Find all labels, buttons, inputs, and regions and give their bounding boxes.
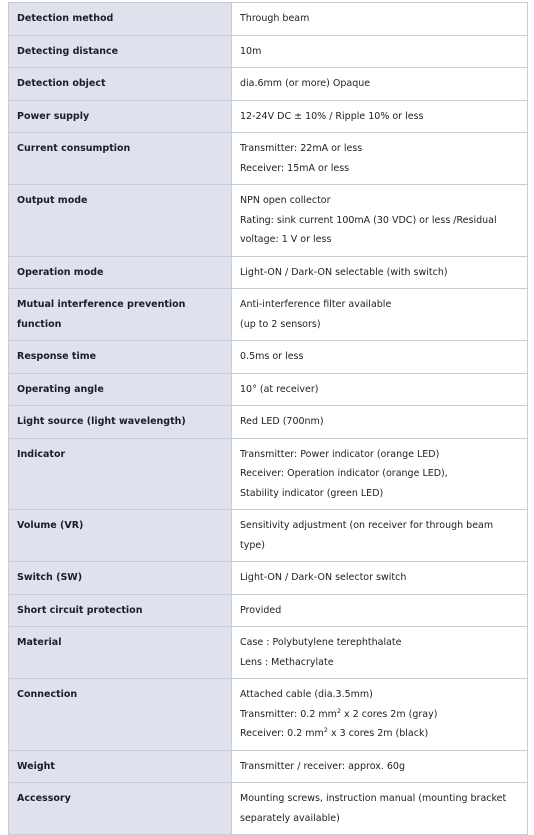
row-label: Material xyxy=(9,627,232,679)
row-label: Mutual interference prevention function xyxy=(9,289,232,341)
row-value xyxy=(232,256,528,289)
table-row xyxy=(9,256,528,289)
row-value xyxy=(232,35,528,68)
row-value xyxy=(232,373,528,406)
table-row xyxy=(9,35,528,68)
row-value xyxy=(232,438,528,510)
row-value xyxy=(232,750,528,783)
table-row xyxy=(9,100,528,133)
row-label: Output mode xyxy=(9,185,232,257)
row-value xyxy=(232,783,528,835)
row-label: Weight xyxy=(9,750,232,783)
value-line: NPN open collector xyxy=(240,195,331,206)
table-row xyxy=(9,562,528,595)
value-text: Receiver: 0.2 mm xyxy=(240,728,324,739)
row-value xyxy=(232,289,528,341)
row-label: Operating angle xyxy=(9,373,232,406)
table-row xyxy=(9,438,528,510)
value-line: 12-24V DC ± 10% / Ripple 10% or less xyxy=(240,110,424,122)
row-label: Connection xyxy=(9,679,232,751)
row-value xyxy=(232,3,528,36)
value-line: Case : Polybutylene terephthalate xyxy=(240,637,402,648)
value-line: Mounting screws, instruction manual (mounting bracket separately available) xyxy=(240,793,507,824)
row-label: Operation mode xyxy=(9,256,232,289)
value-line: Transmitter: Power indicator (orange LED) xyxy=(240,448,440,460)
table-row xyxy=(9,289,528,341)
value-line: Receiver: 15mA or less xyxy=(240,162,350,174)
table-row xyxy=(9,783,528,835)
row-label: Switch (SW) xyxy=(9,562,232,595)
row-value xyxy=(232,185,528,257)
value-text: x 2 cores 2m (gray) xyxy=(341,708,438,720)
value-line: 10m xyxy=(240,45,262,57)
row-value xyxy=(232,594,528,627)
value-line: dia.6mm (or more) Opaque xyxy=(240,78,371,89)
row-label: Current consumption xyxy=(9,133,232,185)
table-row xyxy=(9,510,528,562)
value-line: Light-ON / Dark-ON selectable (with switch) xyxy=(240,266,448,278)
row-value xyxy=(232,562,528,595)
value-line: Red LED (700nm) xyxy=(240,416,324,427)
value-line: (up to 2 sensors) xyxy=(240,318,321,330)
value-line: Provided xyxy=(240,604,282,616)
row-label: Accessory xyxy=(9,783,232,835)
table-row xyxy=(9,341,528,374)
value-line xyxy=(240,724,519,744)
table-row xyxy=(9,750,528,783)
row-label: Detection method xyxy=(9,3,232,36)
spec-table xyxy=(8,2,528,835)
row-label: Light source (light wavelength) xyxy=(9,406,232,439)
row-value xyxy=(232,627,528,679)
value-line: Stability indicator (green LED) xyxy=(240,487,384,499)
row-label: Short circuit protection xyxy=(9,594,232,627)
value-line: Receiver: Operation indicator (orange LED), xyxy=(240,468,448,479)
value-text: x 3 cores 2m (black) xyxy=(327,728,429,739)
value-line: 10° (at receiver) xyxy=(240,383,319,395)
row-label: Volume (VR) xyxy=(9,510,232,562)
value-line: Through beam xyxy=(240,13,310,24)
row-value xyxy=(232,68,528,101)
row-label: Indicator xyxy=(9,438,232,510)
row-label: Power supply xyxy=(9,100,232,133)
value-line: Rating: sink current 100mA (30 VDC) or less /Residual voltage: 1 V or less xyxy=(240,214,497,245)
value-line: Sensitivity adjustment (on receiver for through beam type) xyxy=(240,520,494,551)
table-row xyxy=(9,3,528,36)
table-row xyxy=(9,185,528,257)
value-line: Anti-interference filter available xyxy=(240,299,392,310)
table-row xyxy=(9,627,528,679)
table-row xyxy=(9,679,528,751)
table-row xyxy=(9,406,528,439)
value-line: Lens : Methacrylate xyxy=(240,656,334,668)
row-value xyxy=(232,679,528,751)
row-label: Detection object xyxy=(9,68,232,101)
superscript: 2 xyxy=(336,706,342,715)
row-value xyxy=(232,406,528,439)
value-line: 0.5ms or less xyxy=(240,351,304,362)
spec-table-body xyxy=(9,3,528,835)
row-label: Detecting distance xyxy=(9,35,232,68)
value-line: Transmitter: 22mA or less xyxy=(240,143,363,154)
superscript: 2 xyxy=(323,725,328,734)
value-text: Transmitter: 0.2 mm xyxy=(240,708,337,720)
value-line: Attached cable (dia.3.5mm) xyxy=(240,689,373,700)
spec-table-container xyxy=(8,2,528,835)
value-line: Light-ON / Dark-ON selector switch xyxy=(240,572,407,583)
row-value xyxy=(232,100,528,133)
row-value xyxy=(232,510,528,562)
table-row xyxy=(9,133,528,185)
value-line: Transmitter / receiver: approx. 60g xyxy=(240,760,405,772)
row-label: Response time xyxy=(9,341,232,374)
table-row xyxy=(9,68,528,101)
table-row xyxy=(9,373,528,406)
value-line xyxy=(240,705,519,725)
row-value xyxy=(232,133,528,185)
row-value xyxy=(232,341,528,374)
table-row xyxy=(9,594,528,627)
